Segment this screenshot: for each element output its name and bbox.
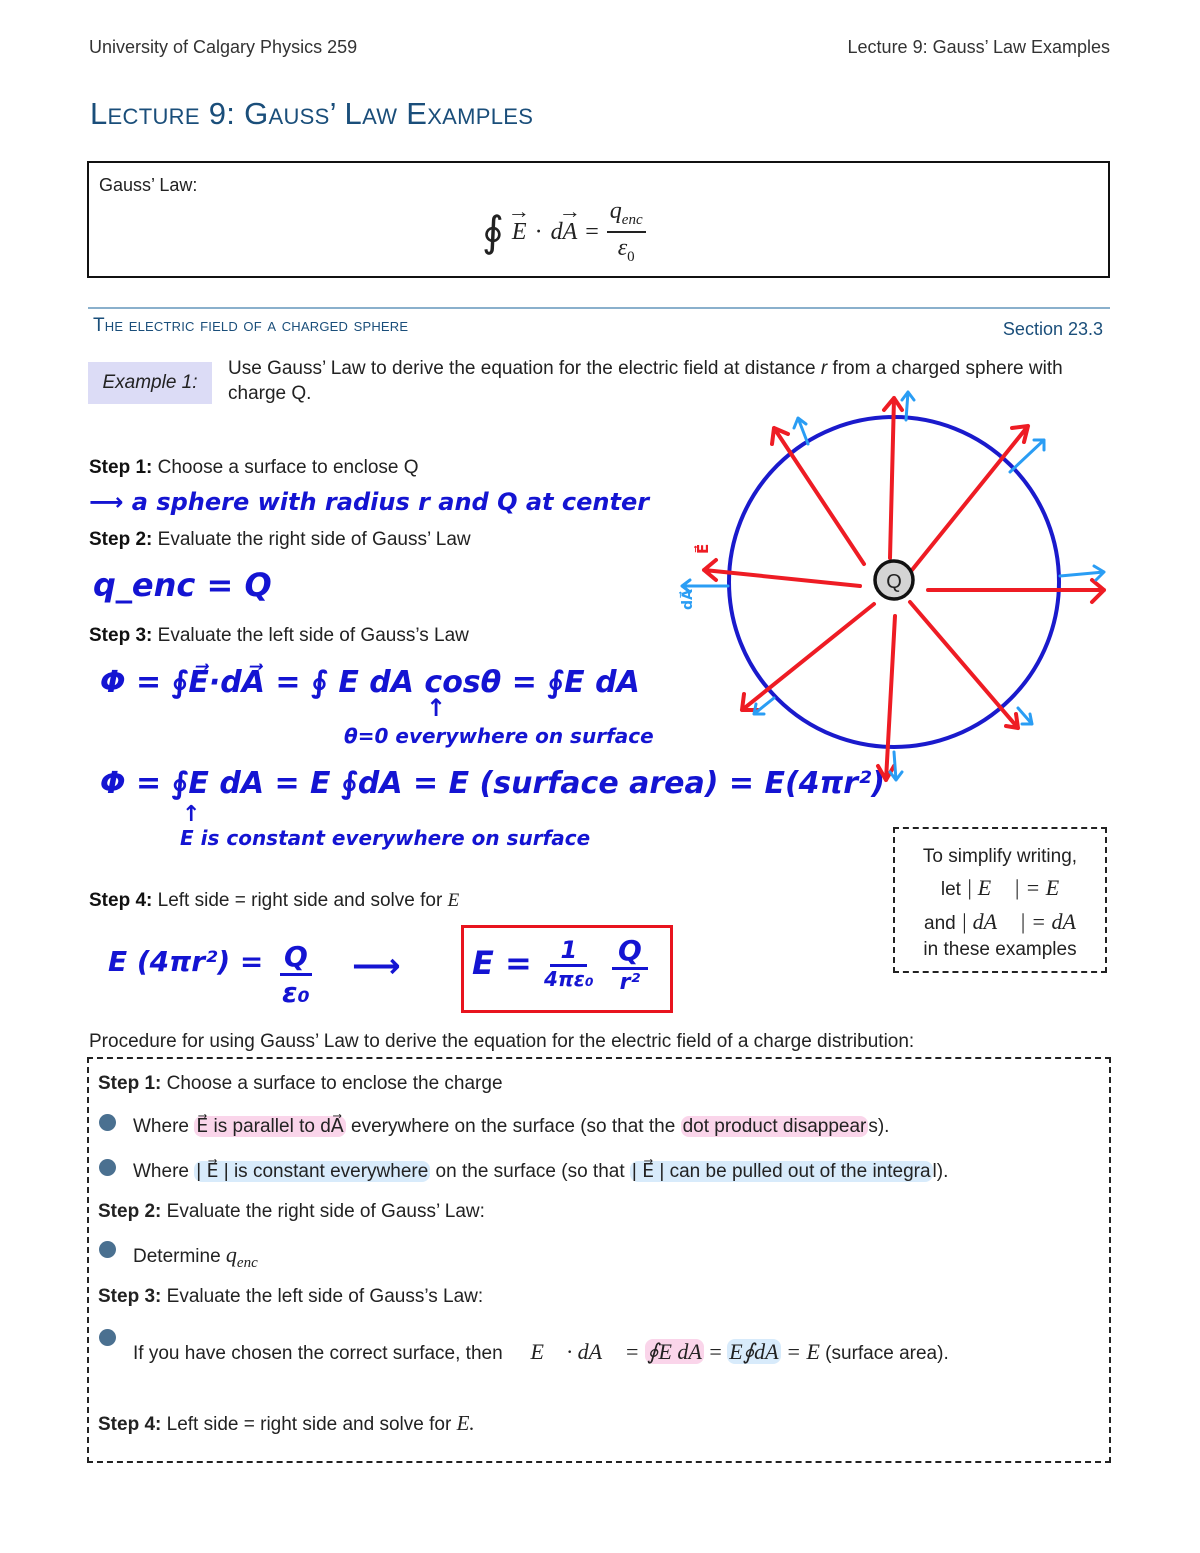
proc-step-1 <box>98 1073 503 1095</box>
up-arrow-icon: ↑ <box>426 694 447 722</box>
denominator <box>618 233 635 266</box>
text: on the surface (so that <box>430 1161 630 1182</box>
proc-step-4-label: Step 4: <box>98 1414 162 1435</box>
step-4 <box>89 890 459 912</box>
proc-bullet-4 <box>133 1339 949 1365</box>
note-eq-dA: | dA⃗ | = dA <box>961 909 1076 934</box>
text: (surface area). <box>819 1343 949 1364</box>
charged-sphere-diagram <box>660 380 1120 800</box>
procedure-intro: Procedure for using Gauss’ Law to derive the equation for the electric field of a charge distribution: <box>89 1031 915 1052</box>
proc-step-3 <box>98 1286 483 1308</box>
handwritten-step1: ⟶ a sphere with radius r and Q at center <box>89 488 650 516</box>
running-header-right: Lecture 9: Gauss’ Law Examples <box>847 37 1110 57</box>
step-3 <box>89 625 469 647</box>
handwritten-step3-note2: E is constant everywhere on surface <box>180 826 591 850</box>
variable-E: E <box>447 890 460 911</box>
answer-denominator-r2: r² <box>619 970 641 995</box>
handwritten-fraction-Q-eps0 <box>280 940 312 1009</box>
step-2-text: Evaluate the right side of Gauss’ Law <box>157 529 471 550</box>
denominator-eps0: ε₀ <box>281 976 310 1009</box>
example-text-a: Use Gauss’ Law to derive the equation for the electric field at distance <box>228 358 821 379</box>
gauss-law-label: Gauss’ Law: <box>99 175 198 195</box>
text: s). <box>868 1116 890 1137</box>
vector-E: → E <box>512 219 527 246</box>
enc-subscript: enc <box>621 212 643 228</box>
note-let: let <box>940 879 961 900</box>
highlight-dot-product: dot product disappear <box>682 1116 867 1137</box>
equals-sign: = <box>585 218 599 245</box>
highlight-constant: | E⃗ | is constant everywhere <box>196 1161 429 1182</box>
fraction <box>607 198 646 266</box>
enc-subscript: enc <box>236 1254 258 1271</box>
text: everywhere on the surface (so that the <box>345 1116 681 1137</box>
highlight-parallel: E⃗ is parallel to dA⃗ <box>196 1116 344 1137</box>
eq-flux: ∮ E⃗ · dA⃗ = <box>507 1339 645 1364</box>
dA-vector-label: dA⃗ <box>680 589 696 610</box>
charge-label: Q <box>886 571 902 593</box>
text: Where <box>133 1161 195 1182</box>
variable-r: r <box>820 358 828 379</box>
text: If you have chosen the correct surface, then <box>133 1343 508 1364</box>
proc-step-2 <box>98 1201 485 1223</box>
handwritten-step2: q_enc = Q <box>93 566 272 604</box>
up-arrow-icon-2: ↑ <box>182 802 201 827</box>
dot-operator: · <box>534 218 543 245</box>
step-3-label: Step 3: <box>89 625 153 646</box>
note-line-2 <box>895 871 1105 907</box>
step-1-text: Choose a surface to enclose Q <box>157 457 419 478</box>
simplification-note-box <box>893 827 1107 973</box>
section-divider <box>88 307 1110 309</box>
example-badge: Example 1: <box>88 362 212 404</box>
section-title: The electric field of a charged sphere <box>93 315 409 336</box>
bullet-icon <box>99 1329 116 1346</box>
step-1 <box>89 457 419 479</box>
numerator-Q: Q <box>280 940 312 976</box>
example-text-b: from a charged sphere with charge Q. <box>228 358 1063 404</box>
bullet-icon <box>99 1159 116 1176</box>
answer-fraction-Q-r2 <box>612 934 648 995</box>
proc-step-3-text: Evaluate the left side of Gauss’s Law: <box>166 1286 484 1307</box>
closed-integral-icon: ∮ <box>482 210 504 256</box>
text: Where <box>133 1116 195 1137</box>
numerator <box>607 198 646 233</box>
proc-step-1-label: Step 1: <box>98 1073 162 1094</box>
step-4-label: Step 4: <box>89 890 153 911</box>
q-symbol: q <box>225 1242 237 1267</box>
note-eq-E: | E⃗ | = E <box>966 875 1060 900</box>
proc-bullet-1 <box>133 1115 889 1138</box>
page-title: Lecture 9: Gauss’ Law Examples <box>90 96 534 131</box>
proc-step-1-text: Choose a surface to enclose the charge <box>166 1073 503 1094</box>
gauss-law-box <box>87 161 1110 278</box>
text: Determine <box>133 1246 226 1267</box>
eq-equals: = <box>703 1339 728 1364</box>
highlight-EdA: ∮E dA <box>647 1339 702 1364</box>
vector-A: → A <box>563 219 578 246</box>
proc-step-2-label: Step 2: <box>98 1201 162 1222</box>
step-2-label: Step 2: <box>89 529 153 550</box>
step-1-label: Step 1: <box>89 457 153 478</box>
step-3-text: Evaluate the left side of Gauss’s Law <box>157 625 469 646</box>
note-and: and <box>924 913 956 934</box>
answer-denominator-4pieps0: 4πε₀ <box>544 967 594 991</box>
answer-fraction-1 <box>544 936 594 991</box>
handwritten-step3-line2: Φ = ∮E dA = E ∮dA = E (surface area) = E(4πr²) <box>100 766 885 801</box>
q-symbol: q <box>609 198 622 225</box>
proc-step-4 <box>98 1411 475 1436</box>
epsilon-symbol: ε <box>617 235 628 261</box>
proc-step-2-text: Evaluate the right side of Gauss’ Law: <box>166 1201 485 1222</box>
gauss-law-equation <box>482 197 646 267</box>
running-header-left: University of Calgary Physics 259 <box>89 37 358 57</box>
answer-E: E = <box>472 944 532 982</box>
proc-step-4-text: Left side = right side and solve for <box>166 1414 457 1435</box>
eq-E: = E <box>780 1339 820 1364</box>
highlight-pulled-out: | E⃗ | can be pulled out of the integra <box>631 1161 931 1182</box>
section-number: Section 23.3 <box>1002 319 1103 339</box>
answer-numerator-Q: Q <box>612 934 648 970</box>
bullet-icon <box>99 1114 116 1131</box>
d-symbol: d <box>550 218 563 245</box>
bullet-icon <box>99 1241 116 1258</box>
step-4-text: Left side = right side and solve for <box>157 890 448 911</box>
variable-E: E. <box>456 1411 475 1435</box>
step-2 <box>89 529 471 551</box>
text: l). <box>932 1161 949 1182</box>
proc-bullet-2 <box>133 1160 948 1183</box>
zero-subscript: 0 <box>627 248 635 265</box>
note-line-3 <box>895 907 1105 939</box>
procedure-box <box>87 1057 1111 1463</box>
handwritten-step4-lhs: E (4πr²) = <box>108 945 264 978</box>
note-line-4: in these examples <box>923 939 1077 960</box>
highlight-E-integral-dA: E∮dA <box>729 1339 779 1364</box>
note-line-1: To simplify writing, <box>922 846 1078 867</box>
proc-bullet-3 <box>133 1242 258 1272</box>
handwritten-step3-line1: Φ = ∮E⃗·dA⃗ = ∮ E dA cosθ = ∮E dA <box>100 665 640 700</box>
answer-numerator-1: 1 <box>550 936 587 967</box>
right-arrow-icon: ⟶ <box>352 946 401 986</box>
handwritten-step3-note1: θ=0 everywhere on surface <box>344 724 654 748</box>
E-vector-label: E⃗ <box>694 543 712 554</box>
proc-step-3-label: Step 3: <box>98 1286 162 1307</box>
final-answer-box <box>461 925 673 1013</box>
